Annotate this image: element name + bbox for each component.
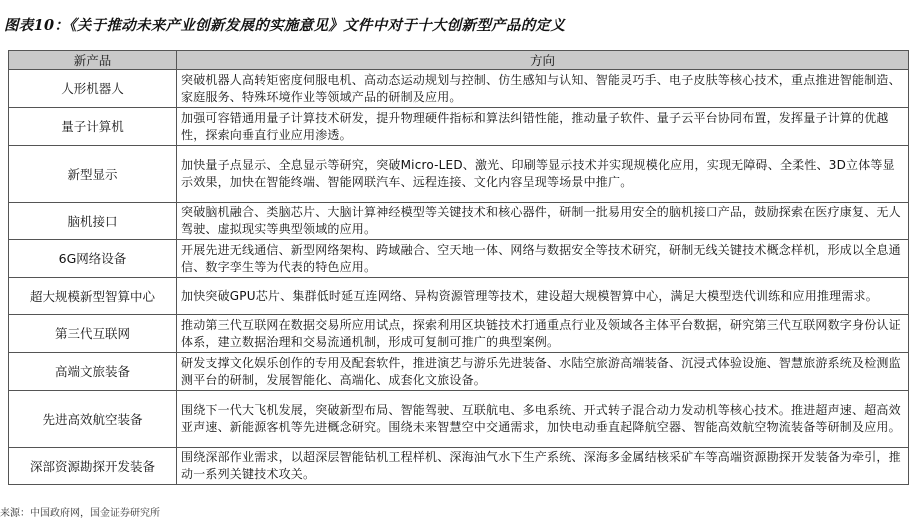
innovation-products-table	[8, 50, 909, 485]
product-direction: 开展先进无线通信、新型网络架构、跨域融合、空天地一体、网络与数据安全等技术研究，研制无线关键技术概念样机，形成以全息通信、数字孪生等为代表的特色应用。	[177, 240, 909, 278]
product-name: 先进高效航空装备	[9, 391, 177, 448]
product-name: 人形机器人	[9, 70, 177, 108]
product-direction: 围绕深部作业需求，以超深层智能钻机工程样机、深海油气水下生产系统、深海多金属结核采矿车等高端资源勘探开发装备为牵引，推动一系列关键技术攻关。	[177, 448, 909, 485]
table-row	[9, 108, 909, 146]
product-direction: 加快突破GPU芯片、集群低时延互连网络、异构资源管理等技术，建设超大规模智算中心，满足大模型迭代训练和应用推理需求。	[177, 278, 909, 315]
product-name: 高端文旅装备	[9, 353, 177, 391]
header-direction: 方向	[177, 51, 909, 70]
product-name: 新型显示	[9, 146, 177, 203]
product-direction: 围绕下一代大飞机发展，突破新型布局、智能驾驶、互联航电、多电系统、开式转子混合动力发动机等核心技术。推进超声速、超高效亚声速、新能源客机等先进概念研究。围绕未来智慧空中交通需求，加快电动垂直起降航空器、智能高效航空物流装备等研制及应用。	[177, 391, 909, 448]
header-product: 新产品	[9, 51, 177, 70]
product-direction: 研发支撑文化娱乐创作的专用及配套软件，推进演艺与游乐先进装备、水陆空旅游高端装备、沉浸式体验设施、智慧旅游系统及检测监测平台的研制，发展智能化、高端化、成套化文旅设备。	[177, 353, 909, 391]
product-direction: 突破机器人高转矩密度伺服电机、高动态运动规划与控制、仿生感知与认知、智能灵巧手、电子皮肤等核心技术，重点推进智能制造、家庭服务、特殊环境作业等领域产品的研制及应用。	[177, 70, 909, 108]
table-row	[9, 70, 909, 108]
table-row	[9, 315, 909, 353]
product-direction: 推动第三代互联网在数据交易所应用试点，探索利用区块链技术打通重点行业及领域各主体平台数据，研究第三代互联网数字身份认证体系，建立数据治理和交易流通机制，形成可复制可推广的典型案例。	[177, 315, 909, 353]
table-header-row	[9, 51, 909, 70]
table-row	[9, 448, 909, 485]
table-row	[9, 203, 909, 240]
product-name: 6G网络设备	[9, 240, 177, 278]
product-name: 量子计算机	[9, 108, 177, 146]
figure-title: 图表10：《关于推动未来产业创新发展的实施意见》文件中对于十大创新型产品的定义	[4, 17, 566, 34]
product-name: 深部资源勘探开发装备	[9, 448, 177, 485]
table-row	[9, 278, 909, 315]
table-row	[9, 391, 909, 448]
product-name: 超大规模新型智算中心	[9, 278, 177, 315]
table-row	[9, 353, 909, 391]
product-direction: 加强可容错通用量子计算技术研发，提升物理硬件指标和算法纠错性能，推动量子软件、量子云平台协同布置，发挥量子计算的优越性，探索向垂直行业应用渗透。	[177, 108, 909, 146]
table-row	[9, 240, 909, 278]
product-direction: 加快量子点显示、全息显示等研究，突破Micro-LED、激光、印刷等显示技术并实现规模化应用，实现无障碍、全柔性、3D立体等显示效果，加快在智能终端、智能网联汽车、远程连接、文化内容呈现等场景中推广。	[177, 146, 909, 203]
product-name: 脑机接口	[9, 203, 177, 240]
product-direction: 突破脑机融合、类脑芯片、大脑计算神经模型等关键技术和核心器件，研制一批易用安全的脑机接口产品，鼓励探索在医疗康复、无人驾驶、虚拟现实等典型领域的应用。	[177, 203, 909, 240]
table-row	[9, 146, 909, 203]
product-name: 第三代互联网	[9, 315, 177, 353]
source-note: 来源：中国政府网，国金证券研究所	[0, 508, 160, 519]
